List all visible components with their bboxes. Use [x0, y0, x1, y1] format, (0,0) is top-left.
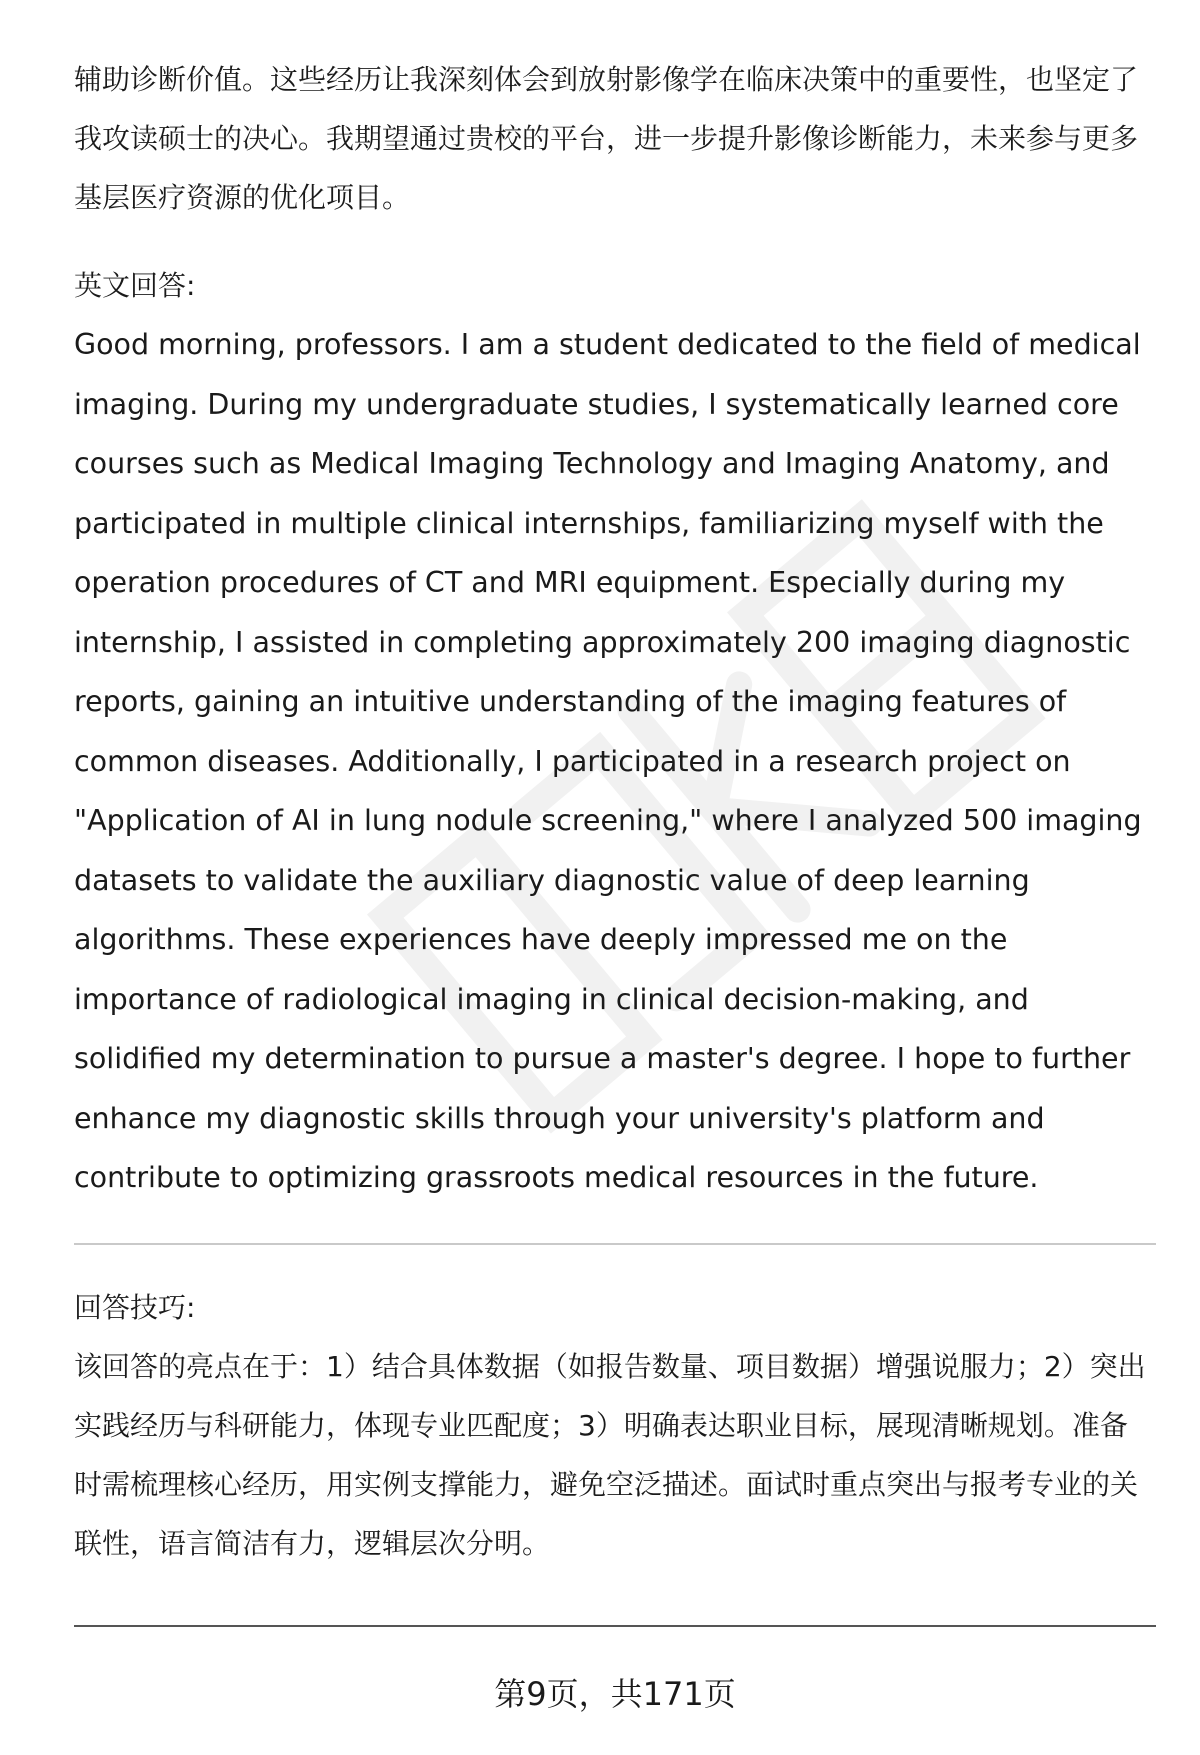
english-answer-label: 英文回答:	[74, 269, 196, 302]
section-divider	[74, 1243, 1156, 1245]
page-indicator: 第9页，共171页	[494, 1675, 736, 1713]
document-page	[74, 0, 1156, 1755]
footer-divider	[74, 1625, 1156, 1627]
english-answer-text: Good morning, professors. I am a student dedicated to the field of medical imaging. During my undergraduate studies, I systematically learned core courses such as Medical Imaging Technology and Imaging Anatomy, and participated in multiple clinical internships, familiarizing myself with the operation procedures of CT and MRI equipment. Especially during my internship, I assisted in completing approximately 200 imaging diagnostic reports, gaining an intuitive understanding of the imaging features of common diseases. Additionally, I participated in a research project on "Application of AI in lung nodule screening," where I analyzed 500 imaging datasets to validate the auxiliary diagnostic value of deep learning algorithms. These experiences have deeply impressed me on the importance of radiological imaging in clinical decision-making, and solidified my determination to pursue a master's degree. I hope to further enhance my diagnostic skills through your university's platform and contribute to optimizing grassroots medical resources in the future.	[74, 328, 1142, 1194]
tips-text: 该回答的亮点在于：1）结合具体数据（如报告数量、项目数据）增强说服力；2）突出实践经历与科研能力，体现专业匹配度；3）明确表达职业目标，展现清晰规划。准备时需梳理核心经历，用实例支撑能力，避免空泛描述。面试时重点突出与报考专业的关联性，语言简洁有力，逻辑层次分明。	[74, 1350, 1146, 1560]
previous-paragraph: 辅助诊断价值。这些经历让我深刻体会到放射影像学在临床决策中的重要性，也坚定了我攻读硕士的决心。我期望通过贵校的平台，进一步提升影像诊断能力，未来参与更多基层医疗资源的优化项目。	[74, 63, 1139, 214]
tips-label: 回答技巧:	[74, 1291, 196, 1324]
